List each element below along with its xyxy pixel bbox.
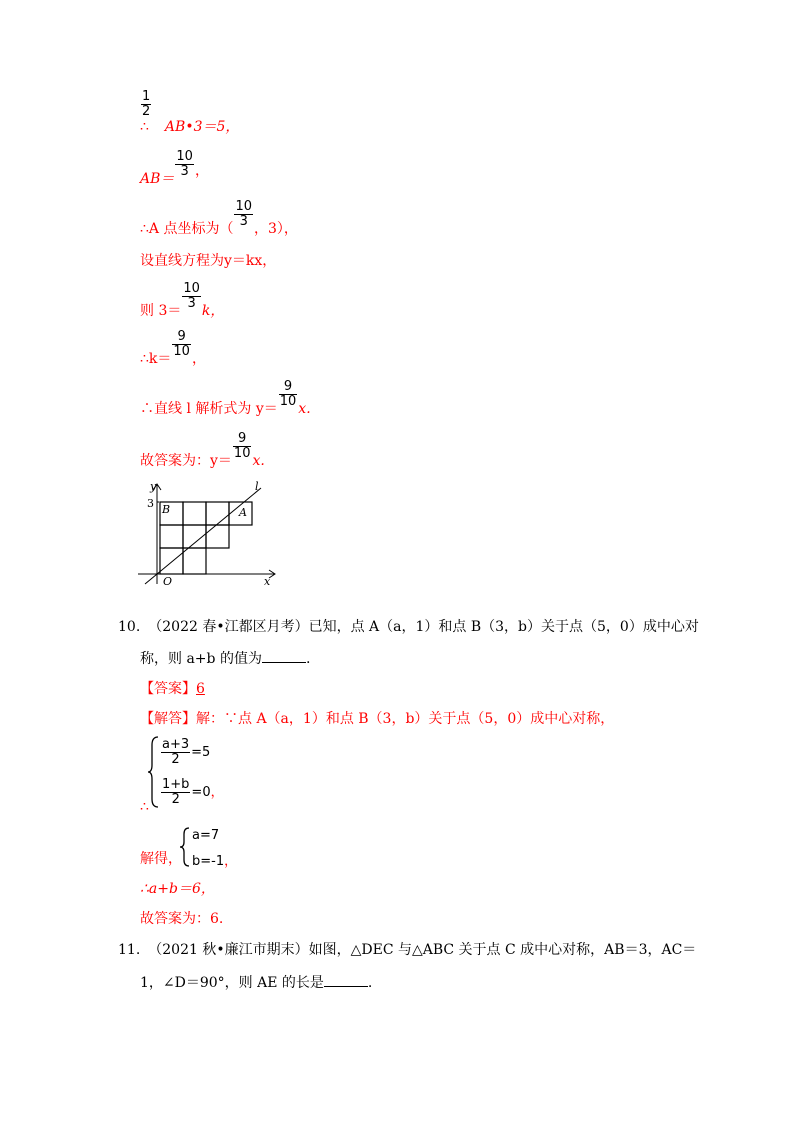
q10-final: 故答案为：6. bbox=[140, 911, 224, 927]
q11-line-2: 1，∠D＝90°，则 AE 的长是 . bbox=[140, 972, 372, 992]
solution-line-1-text: ∴ AB•3＝5， bbox=[140, 119, 240, 135]
solution-line-4: 设直线方程为y＝kx， bbox=[140, 253, 277, 269]
origin-label: O bbox=[163, 575, 173, 588]
solution-line-5: 则 3＝ $\frac{10}{3}$ k， bbox=[140, 281, 225, 319]
grid-figure bbox=[135, 480, 285, 590]
answer-blank bbox=[324, 972, 368, 987]
tick-3-label: 3 bbox=[147, 497, 154, 510]
solution-line-3: ∴A 点坐标为（ $\frac{10}{3}$ ，3）， bbox=[140, 199, 298, 237]
left-brace-2 bbox=[180, 826, 190, 868]
solve-label: 解得， bbox=[140, 851, 182, 867]
q10-line-1: 10. （2022 春•江都区月考）已知，点 A（a，1）和点 B（3，b）关于点（5，0）成中心对 bbox=[118, 619, 699, 635]
solution-line-6: ∴k＝ $\frac{9}{10}$ ， bbox=[140, 329, 206, 367]
answer-blank bbox=[262, 648, 306, 663]
q10-solution-intro: 【解答】解：∵点 A（a，1）和点 B（3，b）关于点（5，0）成中心对称， bbox=[140, 711, 615, 727]
fraction: $\frac{9}{10}$ bbox=[173, 329, 190, 359]
equation-1: $\frac{a+3}{2}$ =5 bbox=[162, 737, 211, 767]
fraction: $\frac{9}{10}$ bbox=[279, 379, 297, 409]
therefore-symbol: ∴ bbox=[140, 799, 149, 815]
q11-line-1: 11. （2021 秋•廉江市期末）如图，△DEC 与△ABC 关于点 C 成中心对称，AB＝3，AC＝ bbox=[118, 942, 697, 958]
q10-result: ∴a+b＝6， bbox=[140, 881, 215, 897]
solution-line-8: 故答案为：y＝ $\frac{9}{10}$ x. bbox=[140, 431, 265, 469]
fraction: $\frac{10}{3}$ bbox=[235, 199, 253, 229]
point-a-label: A bbox=[239, 506, 247, 519]
fraction: $\frac{10}{3}$ bbox=[183, 281, 200, 311]
q10-line-2: 称，则 a+b 的值为 . bbox=[140, 648, 310, 668]
q10-answer: 【答案】6 bbox=[140, 681, 205, 697]
fraction: $\frac{1}{2}$ bbox=[142, 89, 151, 119]
fraction: $\frac{10}{3}$ bbox=[176, 149, 193, 179]
point-b-label: B bbox=[162, 503, 171, 516]
fraction: $\frac{9}{10}$ bbox=[233, 431, 251, 461]
left-brace bbox=[148, 735, 160, 809]
equation-2: $\frac{1+b}{2}$ =0， bbox=[162, 777, 224, 807]
y-axis-label: y bbox=[150, 480, 157, 493]
solution-b: b=-1， bbox=[192, 854, 238, 869]
line-l-label: l bbox=[255, 480, 259, 493]
solution-a: a=7 bbox=[192, 828, 220, 843]
x-axis-label: x bbox=[264, 575, 271, 588]
solution-line-2: AB＝ $\frac{10}{3}$ ， bbox=[140, 149, 209, 187]
solution-line-7: ∴直线 l 解析式为 y＝ $\frac{9}{10}$ x. bbox=[140, 379, 311, 417]
